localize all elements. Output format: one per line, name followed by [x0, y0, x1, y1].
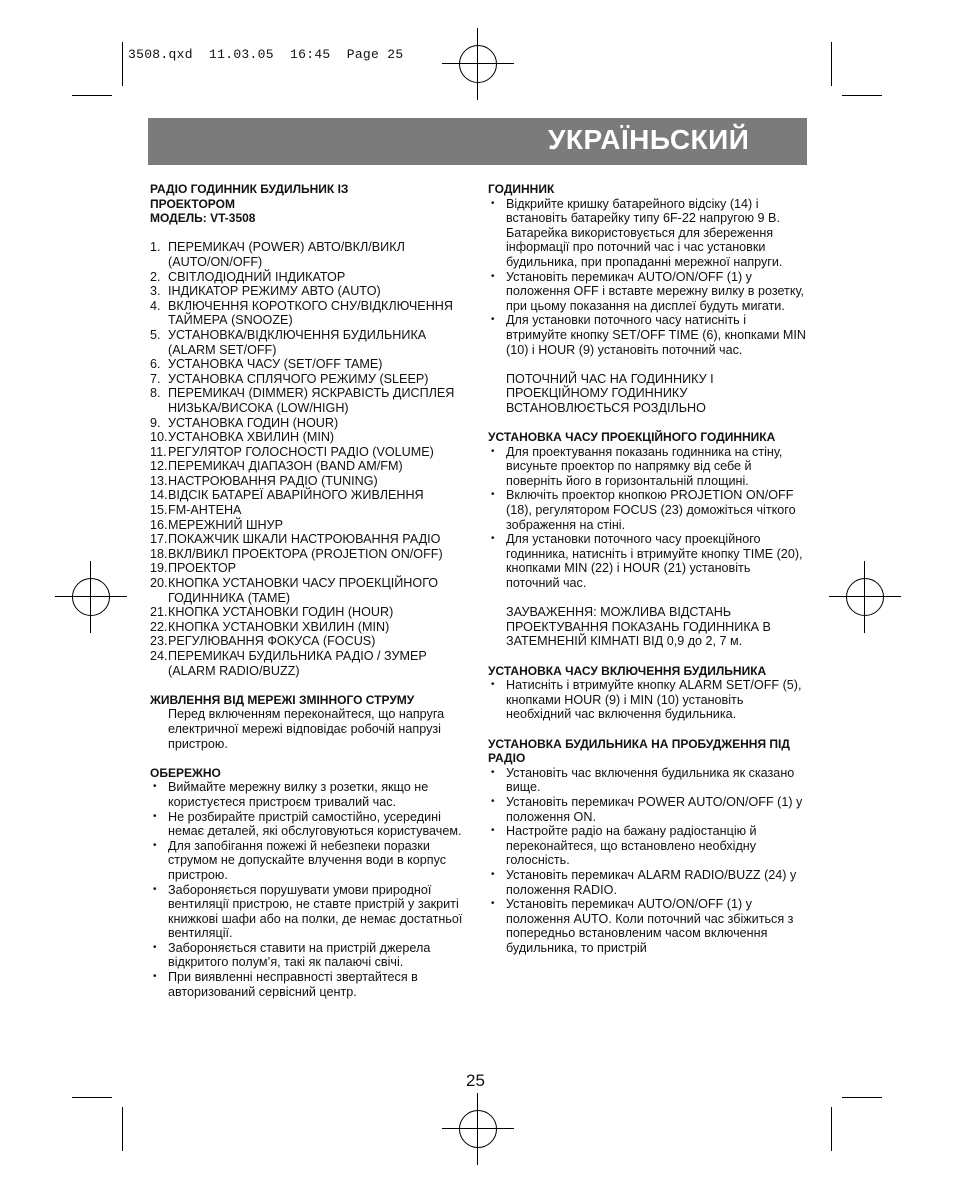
item-label: ПЕРЕМИКАЧ (POWER) АВТО/ВКЛ/ВИКЛ (AUTO/ON/OFF): [168, 240, 405, 269]
caution-heading: ОБЕРЕЖНО: [150, 765, 221, 780]
alarm-heading: УСТАНОВКА ЧАСУ ВКЛЮЧЕННЯ БУДИЛЬНИКА: [488, 663, 767, 678]
parts-list: [150, 240, 468, 678]
parts-list-item: [150, 240, 468, 269]
item-number: 12.: [150, 459, 168, 474]
registration-mark-right: [846, 578, 884, 616]
item-label: ВКЛ/ВИКЛ ПРОЕКТОРА (PROJETION ON/OFF): [168, 546, 443, 561]
parts-list-item: [150, 299, 468, 328]
parts-list-item: [150, 488, 468, 503]
item-label: НАСТРОЮВАННЯ РАДІО (TUNING): [168, 473, 378, 488]
bullet-item: • Натисніть і втримуйте кнопку ALARM SET/OFF (5), кнопками HOUR (9) і MIN (10) установіть необхідний час включення будильника.: [488, 678, 806, 722]
bullet-item: • Відкрийте кришку батарейного відсіку (14) і встановіть батарейку типу 6F-22 напругою 9 В. Батарейка використовується для збереження інформації про поточний час і час установки будильника, при пропаданні мережної напруги.: [488, 197, 806, 270]
page-number: 25: [466, 1071, 485, 1090]
bullet-item: • Виймайте мережну вилку з розетки, якщо не користуєтеся пристроєм тривалий час.: [150, 780, 468, 809]
item-label: ІНДИКАТОР РЕЖИМУ АВТО (AUTO): [168, 284, 381, 299]
item-label: УСТАНОВКА ГОДИН (HOUR): [168, 415, 339, 430]
heading-line: МОДЕЛЬ: VT-3508: [150, 211, 256, 226]
item-label: ПРОЕКТОР: [168, 561, 237, 576]
parts-list-item: [150, 284, 468, 299]
crop-mark: [831, 42, 832, 86]
parts-list-item: [150, 532, 468, 547]
parts-list-item: [150, 620, 468, 635]
bullet-item: • Включіть проектор кнопкою PROJETION ON/OFF (18), регулятором FOCUS (23) доможіться чіткого зображення на стіні.: [488, 488, 806, 532]
parts-list-item: [150, 386, 468, 415]
parts-list-item: [150, 357, 468, 372]
item-number: 24.: [150, 649, 168, 663]
left-column: [150, 182, 468, 999]
projector-note: ЗАУВАЖЕННЯ: МОЖЛИВА ВІДСТАНЬ ПРОЕКТУВАННЯ ПОКАЗАНЬ ГОДИННИКА В ЗАТЕМНЕНІЙ КІМНАТІ ВІД 0,9 до 2, 7 м.: [506, 605, 771, 649]
parts-list-item: [150, 605, 468, 620]
item-number: 5.: [150, 327, 161, 342]
clock-list: [488, 197, 806, 358]
item-number: 17.: [150, 532, 168, 547]
parts-list-item: [150, 445, 468, 460]
caution-list: [150, 780, 468, 999]
item-number: 7.: [150, 371, 161, 386]
item-number: 22.: [150, 619, 168, 634]
power-heading: ЖИВЛЕННЯ ВІД МЕРЕЖІ ЗМІННОГО СТРУМУ: [150, 692, 415, 707]
item-number: 1.: [150, 240, 161, 255]
language-title: УКРАЇНЬСКИЙ: [548, 124, 750, 155]
parts-list-item: [150, 270, 468, 285]
item-number: 9.: [150, 415, 161, 430]
item-number: 3.: [150, 284, 161, 299]
item-number: 19.: [150, 561, 168, 576]
item-label: ПЕРЕМИКАЧ (DIMMER) ЯСКРАВІСТЬ ДИСПЛЕЯ НИЗЬКА/ВИСОКА (LOW/HIGH): [168, 386, 455, 415]
bullet-item: • Забороняється ставити на пристрій джерела відкритого полум’я, такі як палаючі свічі.: [150, 941, 468, 970]
item-label: УСТАНОВКА СПЛЯЧОГО РЕЖИМУ (SLEEP): [168, 371, 429, 386]
item-label: СВІТЛОДІОДНИЙ ІНДИКАТОР: [168, 269, 346, 284]
item-label: ВІДСІК БАТАРЕЇ АВАРІЙНОГО ЖИВЛЕННЯ: [168, 488, 424, 503]
projector-heading: УСТАНОВКА ЧАСУ ПРОЕКЦІЙНОГО ГОДИННИКА: [488, 430, 776, 445]
item-label: КНОПКА УСТАНОВКИ ГОДИН (HOUR): [168, 605, 394, 620]
item-number: 23.: [150, 634, 168, 649]
item-label: ВКЛЮЧЕННЯ КОРОТКОГО СНУ/ВІДКЛЮЧЕННЯ ТАЙМЕРА (SNOOZE): [168, 298, 453, 328]
clock-heading: ГОДИННИК: [488, 182, 555, 196]
item-label: УСТАНОВКА/ВІДКЛЮЧЕННЯ БУДИЛЬНИКА (ALARM SET/OFF): [168, 327, 427, 357]
bullet-item: • Установіть перемикач ALARM RADIO/BUZZ (24) у положення RADIO.: [488, 868, 806, 897]
bullet-item: • Установіть перемикач AUTO/ON/OFF (1) у положення AUTO. Коли поточний час збіжиться з попередньо встановленим часом включення будильника, то пристрій: [488, 897, 806, 955]
alarm-list: [488, 678, 806, 722]
bullet-item: • Для проектування показань годинника на стіну, висуньте проектор по напрямку від себе й поверніть його в горизонтальній площині.: [488, 445, 806, 489]
heading-line: РАДІО ГОДИННИК БУДИЛЬНИК ІЗ: [150, 182, 349, 196]
bullet-item: • Установіть перемикач AUTO/ON/OFF (1) у положення OFF і вставте мережну вилку в розетку, при цьому показання на дисплеї будуть мигати.: [488, 270, 806, 314]
parts-list-item: [150, 474, 468, 489]
radio-alarm-heading: УСТАНОВКА БУДИЛЬНИКА НА ПРОБУДЖЕННЯ ПІД РАДІО: [488, 736, 790, 766]
item-label: ПОКАЖЧИК ШКАЛИ НАСТРОЮВАННЯ РАДІО: [168, 532, 441, 547]
item-label: УСТАНОВКА ЧАСУ (SET/OFF TAME): [168, 357, 383, 372]
item-number: 11.: [150, 444, 167, 459]
printer-slug: 3508.qxd 11.03.05 16:45 Page 25: [128, 47, 404, 62]
power-text: Перед включенням переконайтеся, що напруга електричної мережі відповідає робочій напрузі пристрою.: [168, 707, 445, 751]
parts-list-item: [150, 459, 468, 474]
bullet-item: • Для установки поточного часу проекційного годинника, натисніть і втримуйте кнопку TIME (20), кнопками MIN (22) і HOUR (21) установіть поточний час.: [488, 532, 806, 590]
registration-mark-left: [72, 578, 110, 616]
item-label: МЕРЕЖНИЙ ШНУР: [168, 517, 284, 532]
item-label: ПЕРЕМИКАЧ ДІАПАЗОН (BAND AM/FM): [168, 459, 403, 474]
item-number: 2.: [150, 269, 161, 284]
registration-mark-bottom: [459, 1110, 497, 1148]
crop-mark: [842, 1097, 882, 1098]
crop-mark: [72, 1097, 112, 1098]
clock-note: ПОТОЧНИЙ ЧАС НА ГОДИННИКУ І ПРОЕКЦІЙНОМУ ГОДИННИКУ ВСТАНОВЛЮЄТЬСЯ РОЗДІЛЬНО: [506, 371, 714, 415]
item-number: 16.: [150, 517, 168, 532]
bullet-item: • Не розбирайте пристрій самостійно, усередині немає деталей, які обслуговуються користувачем.: [150, 810, 468, 839]
crop-mark: [122, 1107, 123, 1151]
parts-list-item: [150, 328, 468, 357]
parts-list-item: [150, 518, 468, 533]
item-number: 18.: [150, 546, 168, 561]
parts-list-item: [150, 634, 468, 649]
bullet-item: • Забороняється порушувати умови природної вентиляції пристрою, не ставте пристрій у закриті книжкові шафи або на полки, де немає достатньої вентиляції.: [150, 883, 468, 941]
bullet-item: • Установіть час включення будильника як сказано вище.: [488, 766, 806, 795]
radio-alarm-list: [488, 766, 806, 956]
item-number: 8.: [150, 386, 161, 401]
item-label: РЕГУЛЮВАННЯ ФОКУСА (FOCUS): [168, 634, 376, 649]
bullet-item: • Установіть перемикач POWER AUTO/ON/OFF (1) у положення ON.: [488, 795, 806, 824]
registration-mark-top: [459, 45, 497, 83]
bullet-item: • Для установки поточного часу натисніть і втримуйте кнопку SET/OFF TIME (6), кнопками MIN (10) і HOUR (9) установіть поточний час.: [488, 313, 806, 357]
parts-list-item: [150, 430, 468, 445]
bullet-item: • Настройте радіо на бажану радіостанцію й переконайтеся, що встановлено необхідну голосність.: [488, 824, 806, 868]
product-heading: [150, 182, 468, 226]
parts-list-item: [150, 416, 468, 431]
parts-list-item: [150, 561, 468, 576]
item-label: FM-АНТЕНА: [168, 503, 242, 518]
parts-list-item: [150, 649, 468, 678]
bullet-item: • Для запобігання пожежі й небезпеки поразки струмом не допускайте влучення води в корпус пристрою.: [150, 839, 468, 883]
item-number: 4.: [150, 298, 161, 313]
parts-list-item: [150, 547, 468, 562]
item-number: 6.: [150, 357, 161, 372]
parts-list-item: [150, 372, 468, 387]
item-label: КНОПКА УСТАНОВКИ ЧАСУ ПРОЕКЦІЙНОГО ГОДИННИКА (TAME): [168, 576, 439, 605]
item-number: 10.: [150, 430, 168, 445]
crop-mark: [122, 42, 123, 86]
crop-mark: [831, 1107, 832, 1151]
parts-list-item: [150, 503, 468, 518]
projector-list: [488, 445, 806, 591]
bullet-item: • При виявленні несправності звертайтеся в авторизований сервісний центр.: [150, 970, 468, 999]
parts-list-item: [150, 576, 468, 605]
heading-line: ПРОЕКТОРОМ: [150, 196, 235, 211]
item-label: КНОПКА УСТАНОВКИ ХВИЛИН (MIN): [168, 619, 390, 634]
item-label: УСТАНОВКА ХВИЛИН (MIN): [168, 430, 335, 445]
item-number: 13.: [150, 473, 168, 488]
crop-mark: [842, 95, 882, 96]
item-label: РЕГУЛЯТОР ГОЛОСНОСТІ РАДІО (VOLUME): [168, 444, 434, 459]
right-column: [488, 182, 806, 955]
item-number: 21.: [150, 605, 168, 620]
item-label: ПЕРЕМИКАЧ БУДИЛЬНИКА РАДІО / ЗУМЕР (ALARM RADIO/BUZZ): [168, 649, 427, 678]
item-number: 20.: [150, 576, 168, 591]
item-number: 14.: [150, 488, 168, 503]
item-number: 15.: [150, 503, 168, 518]
crop-mark: [72, 95, 112, 96]
